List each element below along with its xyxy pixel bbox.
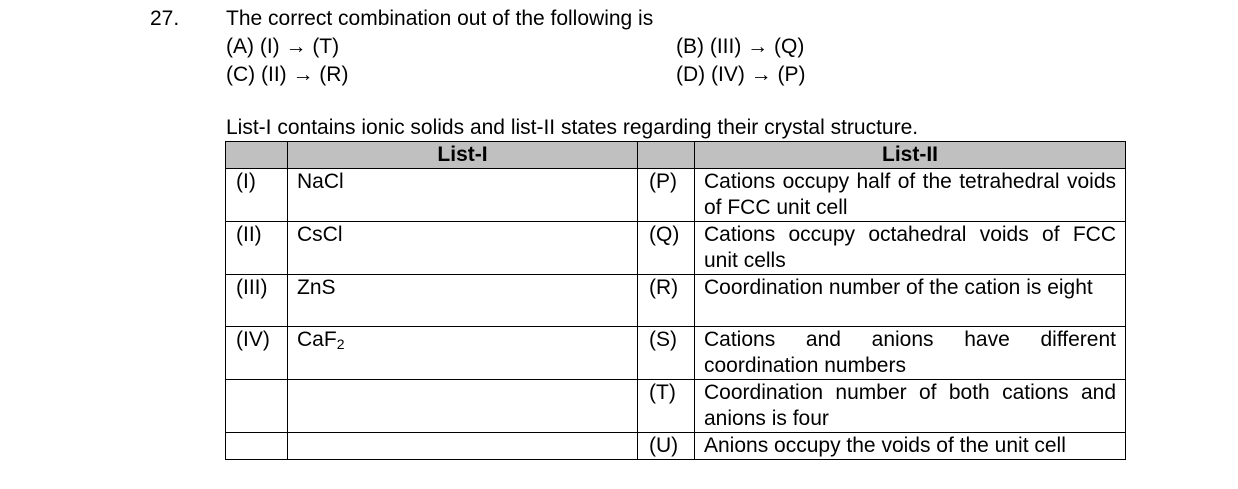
list2-code: (P): [638, 169, 695, 222]
option-a: (A) (I) → (T): [226, 35, 340, 58]
header-list-2: List-II: [695, 142, 1126, 169]
list1-code: (IV): [226, 327, 288, 380]
list1-item: [288, 380, 638, 433]
formula-base: CaF: [297, 328, 337, 351]
option-d: (D) (IV) → (P): [676, 63, 806, 86]
table-row: [226, 433, 1126, 460]
formula-subscript: 2: [336, 336, 345, 352]
table-row: [226, 275, 1126, 327]
list1-code: (II): [226, 222, 288, 275]
option-c: (C) (II) → (R): [226, 63, 349, 86]
list1-code: [226, 380, 288, 433]
header-list-1: List-I: [288, 142, 638, 169]
table-row: [226, 169, 1126, 222]
list1-code: [226, 433, 288, 460]
table-row: [226, 380, 1126, 433]
matching-table: [225, 141, 1126, 460]
list2-code: (U): [638, 433, 695, 460]
header-blank-1: [226, 142, 288, 169]
list1-item: [288, 433, 638, 460]
list1-code: (I): [226, 169, 288, 222]
list1-code: (III): [226, 275, 288, 327]
list2-code: (Q): [638, 222, 695, 275]
list2-statement: Anions occupy the voids of the unit cell: [695, 433, 1126, 460]
list2-statement: Cations occupy half of the tetrahedral voids of FCC unit cell: [695, 169, 1126, 222]
question-text: The correct combination out of the following is: [226, 7, 654, 30]
list1-item: CsCl: [288, 222, 638, 275]
list2-code: (T): [638, 380, 695, 433]
list2-code: (R): [638, 275, 695, 327]
list1-item: [288, 327, 638, 380]
header-blank-2: [638, 142, 695, 169]
list2-statement: Cations and anions have different coordination numbers: [695, 327, 1126, 380]
table-row: [226, 222, 1126, 275]
option-b: (B) (III) → (Q): [676, 35, 805, 58]
table-row: [226, 327, 1126, 380]
list1-item: ZnS: [288, 275, 638, 327]
table-header-row: [226, 142, 1126, 169]
list1-item: NaCl: [288, 169, 638, 222]
question-number: 27.: [150, 7, 180, 30]
list-intro: List-I contains ionic solids and list-II states regarding their crystal structure.: [226, 116, 919, 139]
list2-statement: Coordination number of the cation is eight: [695, 275, 1126, 327]
list2-statement: Cations occupy octahedral voids of FCC unit cells: [695, 222, 1126, 275]
list2-statement: Coordination number of both cations and anions is four: [695, 380, 1126, 433]
list2-code: (S): [638, 327, 695, 380]
